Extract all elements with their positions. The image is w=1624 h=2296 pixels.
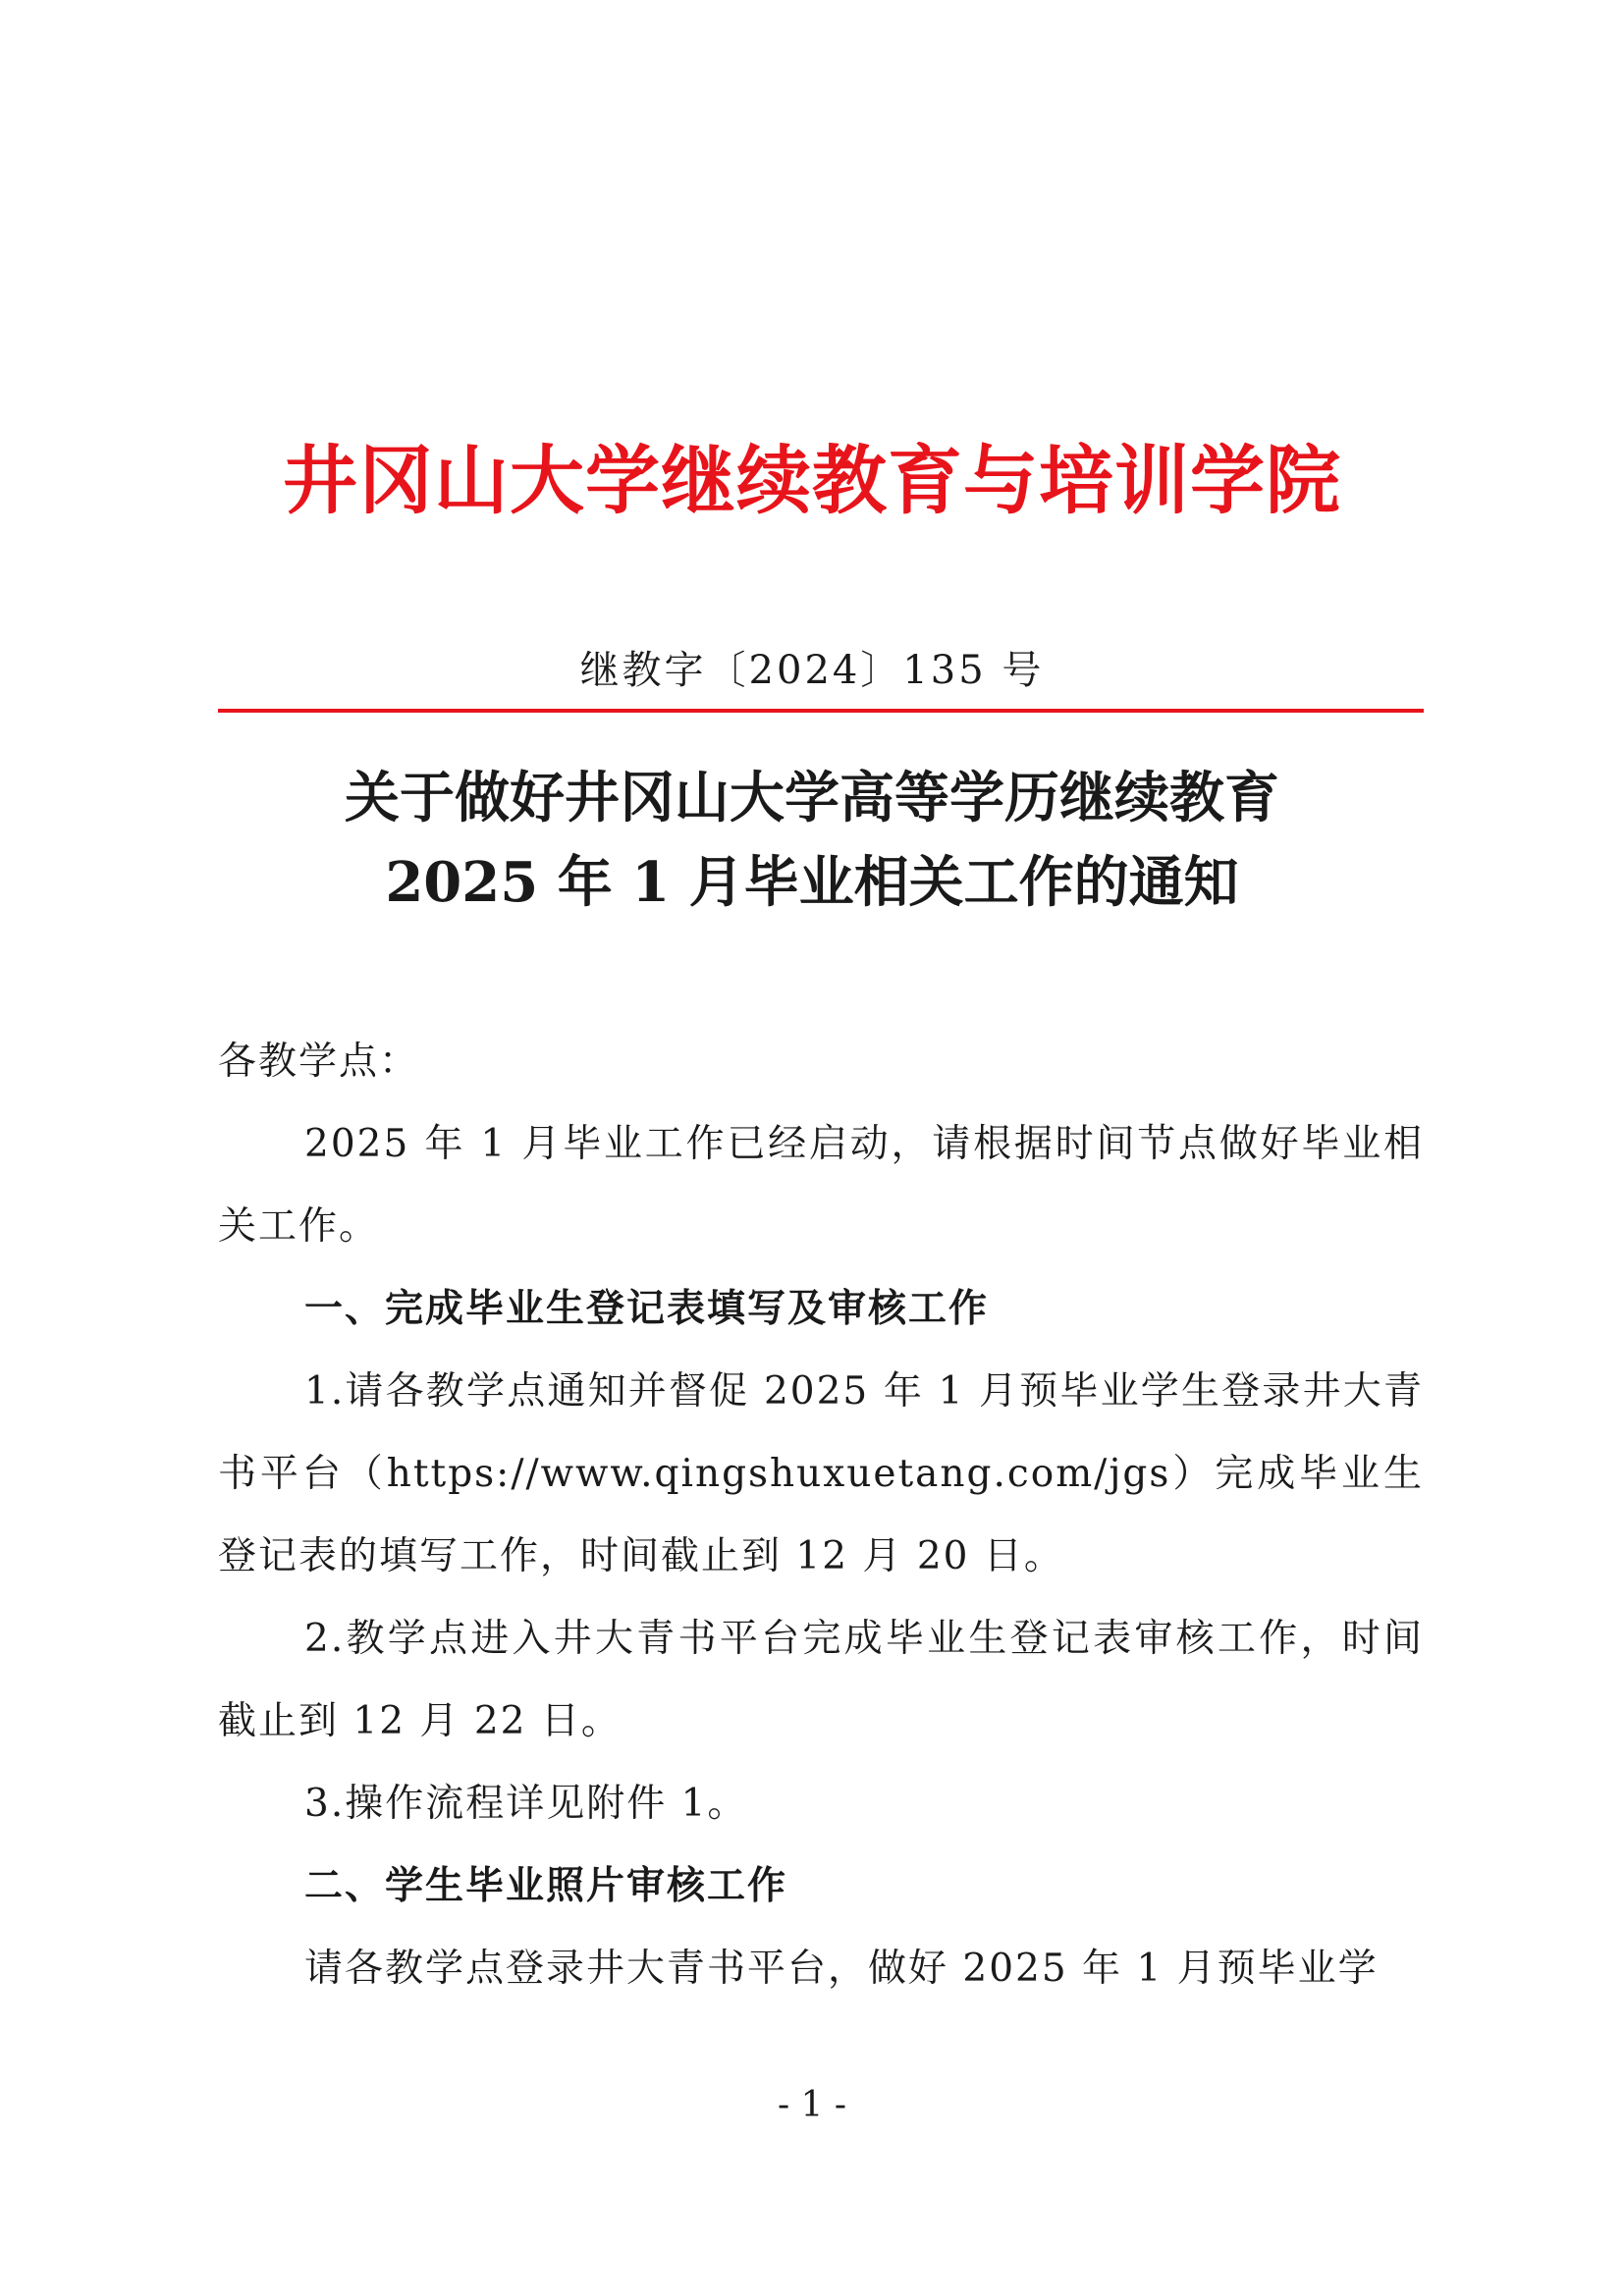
section-1-item-2: 2.教学点进入井大青书平台完成毕业生登记表审核工作，时间截止到 12 月 22 日。 [218,1617,1424,1743]
document-body [218,1021,1424,2010]
section-2-text: 请各教学点登录井大青书平台，做好 2025 年 1 月预毕业学 [304,1947,1379,1991]
section-1-item-1: 1.请各教学点通知并督促 2025 年 1 月预毕业学生登录井大青书平台（https://www.qingshuxuetang.com/jgs）完成毕业生登记表的填写工作，时间截止到 12 月 20 日。 [218,1369,1424,1578]
red-divider-line [218,709,1424,713]
document-number: 继教字〔2024〕135 号 [579,648,1045,693]
intro-paragraph: 2025 年 1 月毕业工作已经启动，请根据时间节点做好毕业相关工作。 [218,1122,1424,1249]
title-line-1: 关于做好井冈山大学高等学历继续教育 [345,766,1279,830]
page-number: - 1 - [777,2085,847,2125]
document-title [0,756,1624,925]
section-1-item-3: 3.操作流程详见附件 1。 [304,1782,748,1826]
institution-header: 井冈山大学继续教育与培训学院 [283,437,1341,524]
title-line-2: 2025 年 1 月毕业相关工作的通知 [385,850,1239,915]
section-2-heading: 二、学生毕业照片审核工作 [304,1864,788,1908]
salutation: 各教学点： [218,1040,420,1084]
section-1-heading: 一、完成毕业生登记表填写及审核工作 [304,1287,990,1331]
